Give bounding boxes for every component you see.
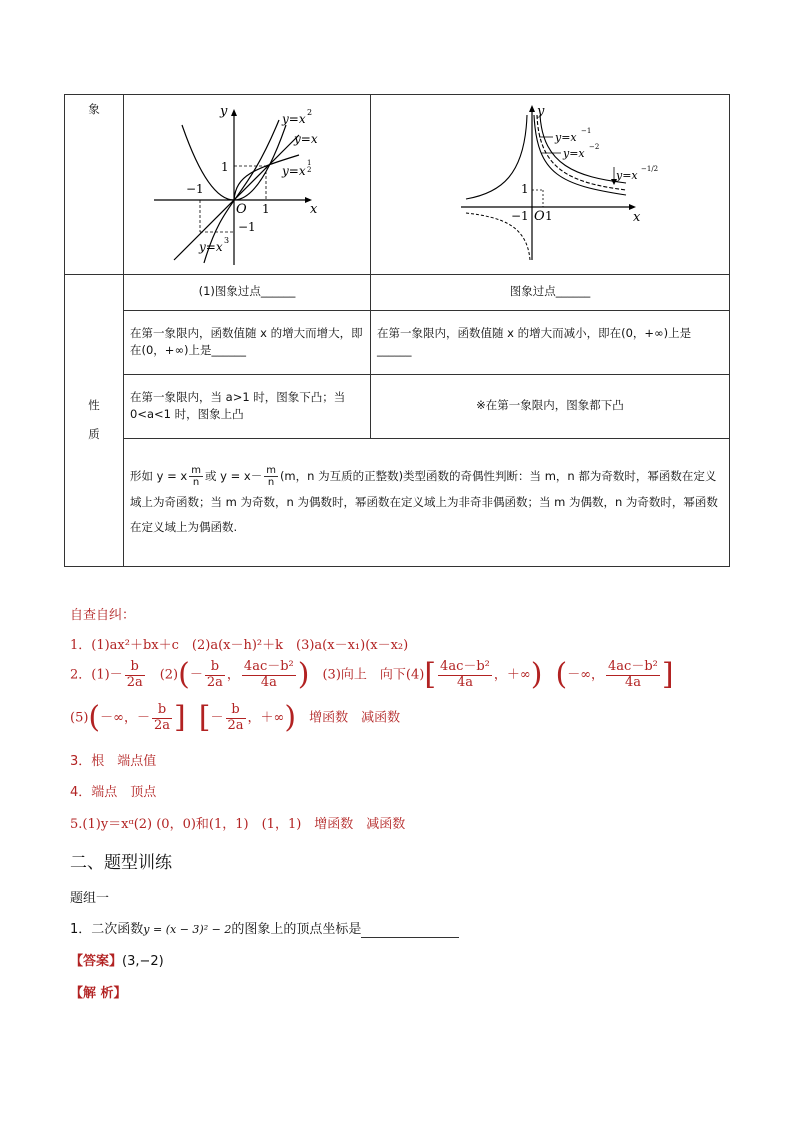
svg-text:y=x: y=x [282,112,306,126]
svg-text:y=x: y=x [555,131,577,144]
check-line-6: 5.(1)y＝xᵅ(2) (0，0)和(1，1) (1，1) 增函数 减函数 [70,817,406,832]
svg-text:1: 1 [521,182,529,196]
svg-text:3: 3 [224,236,230,245]
svg-text:y: y [537,104,545,119]
svg-text:y=x: y=x [199,240,223,254]
answer-tag: 【答案】 [70,954,123,969]
svg-text:−2: −2 [589,143,600,151]
svg-text:−1/2: −1/2 [641,165,659,173]
prop-monotonic-right: 在第一象限内，函数值随 x 的增大而减小，即在(0，+∞)上是______ [371,310,730,374]
svg-text:y=x: y=x [282,164,306,178]
svg-text:1: 1 [307,159,312,167]
row-label-graph: 象 [65,95,124,275]
row-label-properties: 性 质 [65,274,124,566]
svg-text:2: 2 [307,166,312,174]
svg-text:y=x: y=x [294,132,318,146]
prop-point-left: (1)图象过点______ [124,274,371,310]
y-axis-label: y [220,104,228,119]
check-line-4: 3．根 端点值 [70,754,157,769]
power-function-table [64,94,730,567]
prop-convexity-right: ※在第一象限内，图象都下凸 [371,374,730,438]
group-title: 题组一 [70,891,110,906]
svg-text:O: O [534,209,545,224]
svg-text:−1: −1 [186,182,204,196]
svg-text:1: 1 [262,202,270,216]
x-axis-label: x [310,202,318,217]
check-line-3: (5)(－∞，－ $\frac{b}{2a}$ ] [－ $\frac{b}{2a}$ ，＋∞) 增函数 减函数 [70,700,401,735]
svg-text:1: 1 [221,160,229,174]
svg-text:−1: −1 [238,220,256,234]
check-line-1: 1．(1)ax²＋bx＋c (2)a(x－h)²＋k (3)a(x－x₁)(x－x₂) [70,638,409,653]
analysis-tag: 【解 析】 [70,986,127,1001]
svg-text:−1: −1 [581,127,592,135]
prop-parity: 形如 y = x $\frac{m}{n}$ 或 y = x－ $\frac{m}{n}$ (m，n 为互质的正整数)类型函数的奇偶性判断：当 m，n 都为奇数时，幂函数在定义域上为奇函数；当 m 为奇数，n 为偶数时，幂函数在定义域上为非奇非偶函数；当 m 为偶数，n 为奇数时，幂函数在定义域上为偶函数. [124,438,730,566]
svg-text:−1: −1 [511,209,529,223]
svg-text:1: 1 [545,209,553,223]
power-graph-negative [371,95,729,268]
check-title: 自查自纠： [70,608,136,623]
svg-text:x: x [633,210,641,225]
prop-monotonic-left: 在第一象限内，函数值随 x 的增大而增大，即在(0，+∞)上是______ [124,310,371,374]
section-title: 二、题型训练 [70,853,172,873]
check-line-2: 2．(1)－ $\frac{b}{2a}$ (2)(－ $\frac{b}{2a}$ ， $\frac{\text{4ac－b²}}{4a}$ ) (3)向上 向下(4)[ $\frac{\text{4ac－b²}}{4a}$ ，＋∞) (－∞， $\frac{\text{4ac－b²}}{4a}$ ] [70,657,674,692]
answer-line: 【答案】(3,−2) [70,954,164,969]
svg-text:2: 2 [307,108,313,117]
graph-cell-left [124,95,371,275]
prop-point-right: 图象过点______ [371,274,730,310]
svg-text:y=x: y=x [616,169,638,182]
svg-text:y=x: y=x [563,147,585,160]
origin-label: O [236,202,247,217]
graph-cell-right [371,95,730,275]
question-1: 1．二次函数y = (x − 3)² − 2的图象上的顶点坐标是 [70,918,459,938]
check-line-5: 4．端点 顶点 [70,785,157,800]
power-graph-positive [124,95,370,268]
prop-convexity-left: 在第一象限内，当 a>1 时，图象下凸；当 0<a<1 时，图象上凸 [124,374,371,438]
